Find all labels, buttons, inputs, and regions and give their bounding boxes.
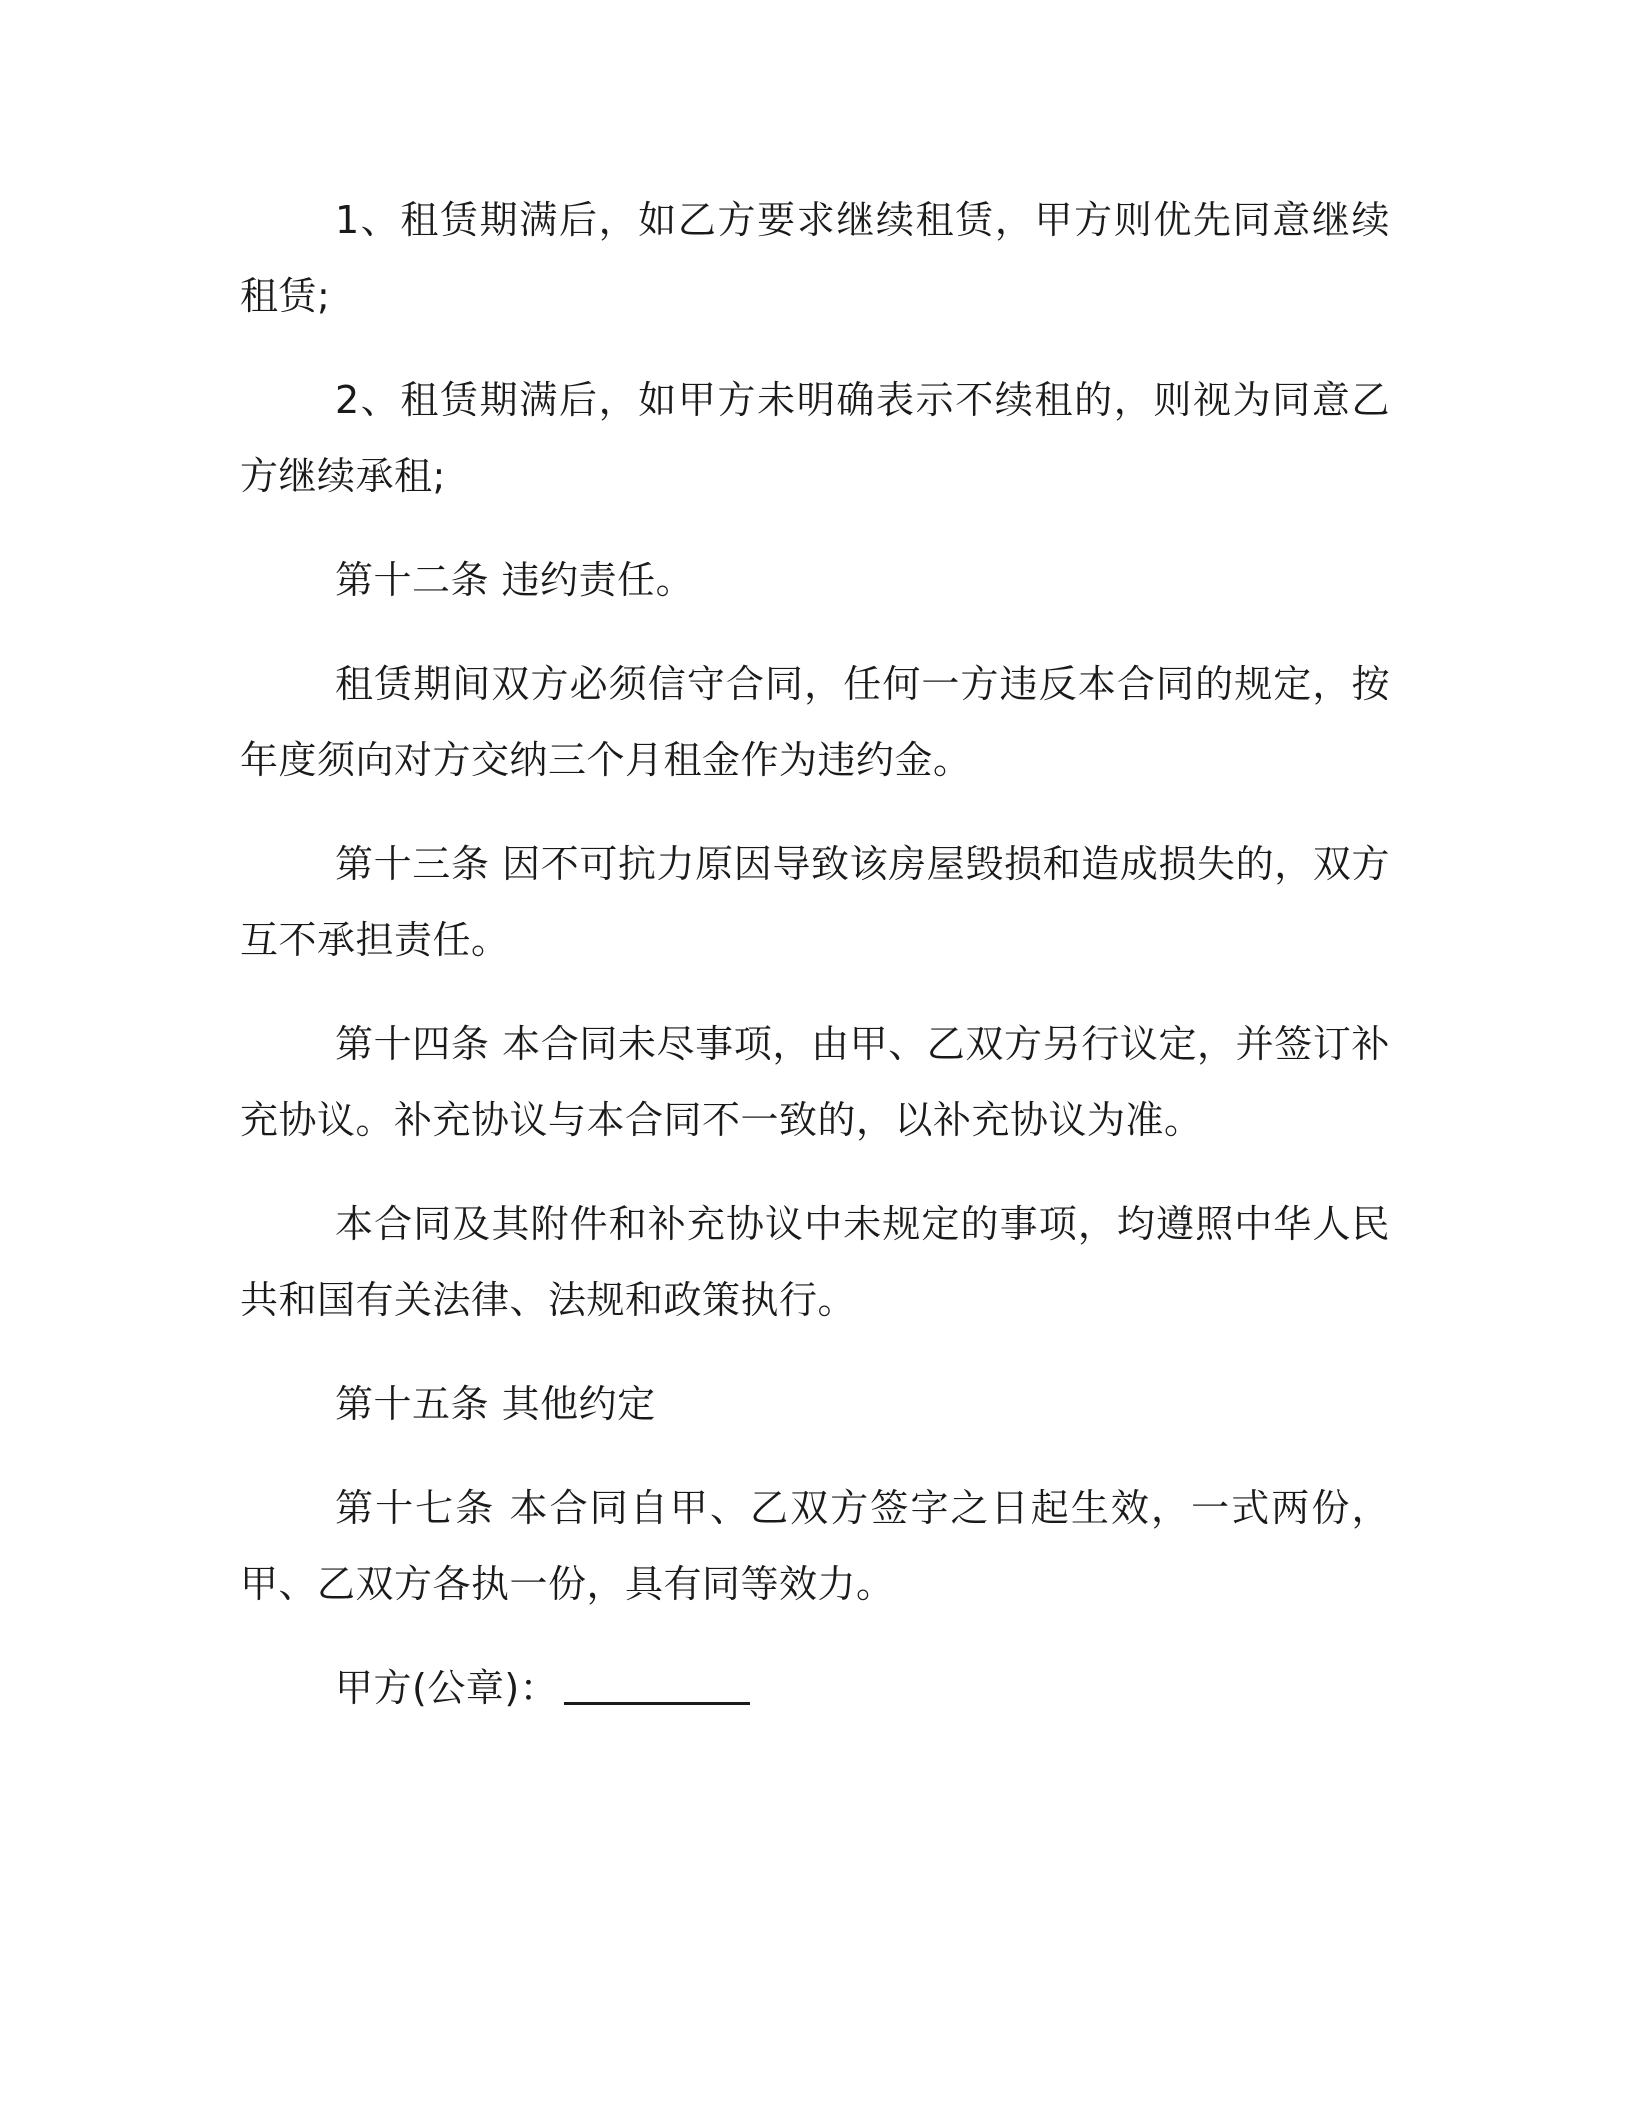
document-body: [240, 182, 1390, 1726]
article-14-text: 第十四条 本合同未尽事项，由甲、乙双方另行议定，并签订补充协议。补充协议与本合同不一致的，以补充协议为准。: [240, 1022, 1390, 1142]
applicable-law-text: 本合同及其附件和补充协议中未规定的事项，均遵照中华人民共和国有关法律、法规和政策执行。: [240, 1202, 1390, 1322]
clause-renewal-priority: 1、租赁期满后，如乙方要求继续租赁，甲方则优先同意继续租赁;: [240, 198, 1390, 318]
party-a-signature: [240, 1650, 1390, 1726]
article-12-heading: 第十二条 违约责任。: [335, 558, 695, 602]
clause-renewal-implied: 2、租赁期满后，如甲方未明确表示不续租的，则视为同意乙方继续承租;: [240, 378, 1390, 498]
party-a-seal-label: 甲方(公章)：: [335, 1666, 559, 1710]
article-12-text: 租赁期间双方必须信守合同，任何一方违反本合同的规定，按年度须向对方交纳三个月租金作为违约金。: [240, 662, 1390, 782]
article-15-heading: 第十五条 其他约定: [335, 1382, 656, 1426]
signature-blank-line[interactable]: [564, 1662, 750, 1705]
article-17-text: 第十七条 本合同自甲、乙双方签字之日起生效，一式两份，甲、乙双方各执一份，具有同等效力。: [240, 1486, 1390, 1606]
article-13-text: 第十三条 因不可抗力原因导致该房屋毁损和造成损失的，双方互不承担责任。: [240, 842, 1390, 962]
